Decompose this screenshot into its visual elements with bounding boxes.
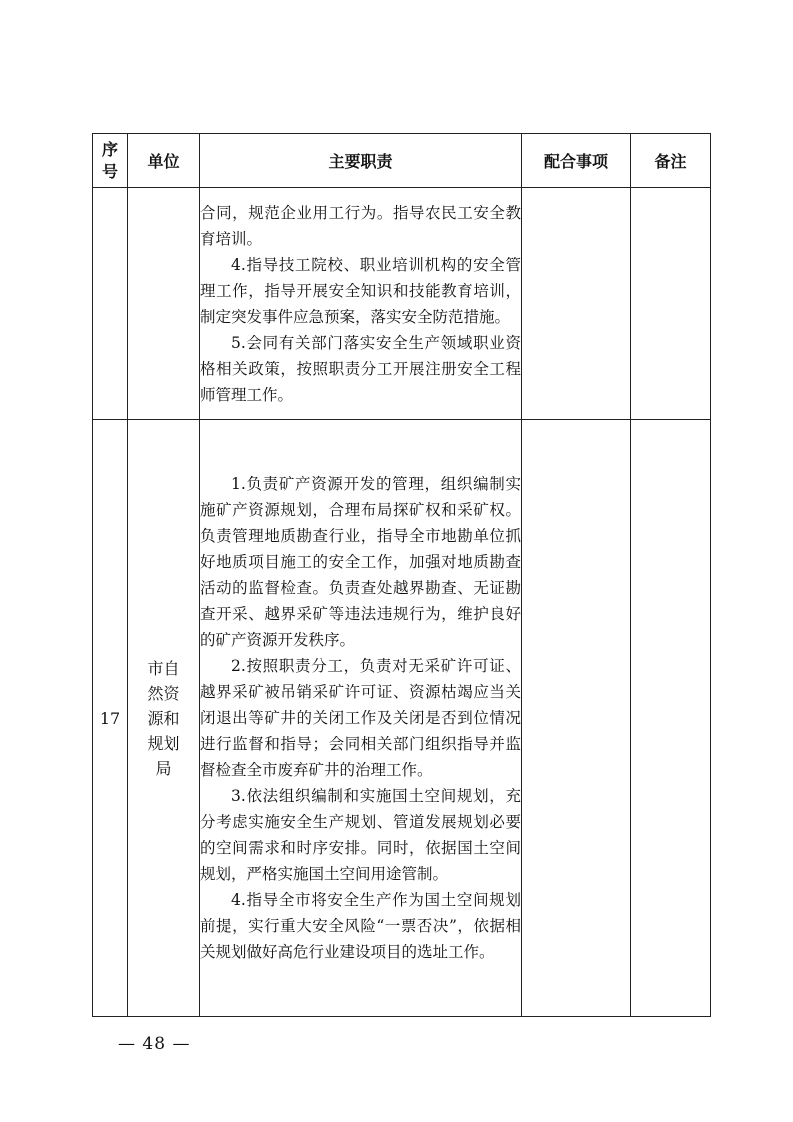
duty-paragraph: 3.依法组织编制和实施国土空间规划，充分考虑实施安全生产规划、管道发展规划必要的空间需求和时序安排。同时，依据国土空间规划，严格实施国土空间用途管制。 xyxy=(200,787,521,883)
duty-paragraph: 5.会同有关部门落实安全生产领域职业资格相关政策，按照职责分工开展注册安全工程师管理工作。 xyxy=(200,333,521,404)
row-remarks xyxy=(631,420,711,1017)
header-seq-line-1: 序 xyxy=(101,139,118,159)
duties-table xyxy=(92,133,711,1017)
duty-paragraph: 1.负责矿产资源开发的管理，组织编制实施矿产资源规划，合理布局探矿权和采矿权。负责管理地质勘查行业，指导全市地勘单位抓好地质项目施工的安全工作，加强对地质勘查活动的监督检查。负责查处越界勘查、无证勘查开采、越界采矿等违法违规行为，维护良好的矿产资源开发秩序。 xyxy=(200,475,521,649)
row-duties xyxy=(200,420,522,1017)
row-seq xyxy=(93,188,128,420)
header-cooperation: 配合事项 xyxy=(522,134,631,188)
row-remarks xyxy=(631,188,711,420)
unit-line: 规划 xyxy=(147,733,180,753)
duty-paragraph: 4.指导技工院校、职业培训机构的安全管理工作，指导开展安全知识和技能教育培训，制定突发事件应急预案，落实安全防范措施。 xyxy=(200,255,521,326)
row-unit xyxy=(128,420,200,1017)
unit-line: 源和 xyxy=(147,708,180,728)
table-row xyxy=(93,420,711,1017)
row-cooperation xyxy=(522,420,631,1017)
table-row xyxy=(93,188,711,420)
duty-paragraph: 4.指导全市将安全生产作为国土空间规划前提，实行重大安全风险“一票否决”，依据相关规划做好高危行业建设项目的选址工作。 xyxy=(200,891,521,961)
row-cooperation xyxy=(522,188,631,420)
page-number: — 48 — xyxy=(118,1034,191,1054)
duty-paragraph: 2.按照职责分工，负责对无采矿许可证、越界采矿被吊销采矿许可证、资源枯竭应当关闭退出等矿井的关闭工作及关闭是否到位情况进行监督和指导；会同相关部门组织指导并监督检查全市废弃矿井的治理工作。 xyxy=(200,657,521,779)
unit-line: 然资 xyxy=(147,683,180,703)
duty-paragraph: 合同，规范企业用工行为。指导农民工安全教育培训。 xyxy=(200,203,521,248)
row-unit xyxy=(128,188,200,420)
unit-line: 局 xyxy=(155,758,172,778)
row-duties xyxy=(200,188,522,420)
header-seq xyxy=(93,134,128,188)
header-unit: 单位 xyxy=(128,134,200,188)
header-duties: 主要职责 xyxy=(200,134,522,188)
unit-line: 市自 xyxy=(147,658,180,678)
header-remarks: 备注 xyxy=(631,134,711,188)
header-row xyxy=(93,134,711,188)
row-seq: 17 xyxy=(93,420,128,1017)
header-seq-line-2: 号 xyxy=(101,161,118,181)
